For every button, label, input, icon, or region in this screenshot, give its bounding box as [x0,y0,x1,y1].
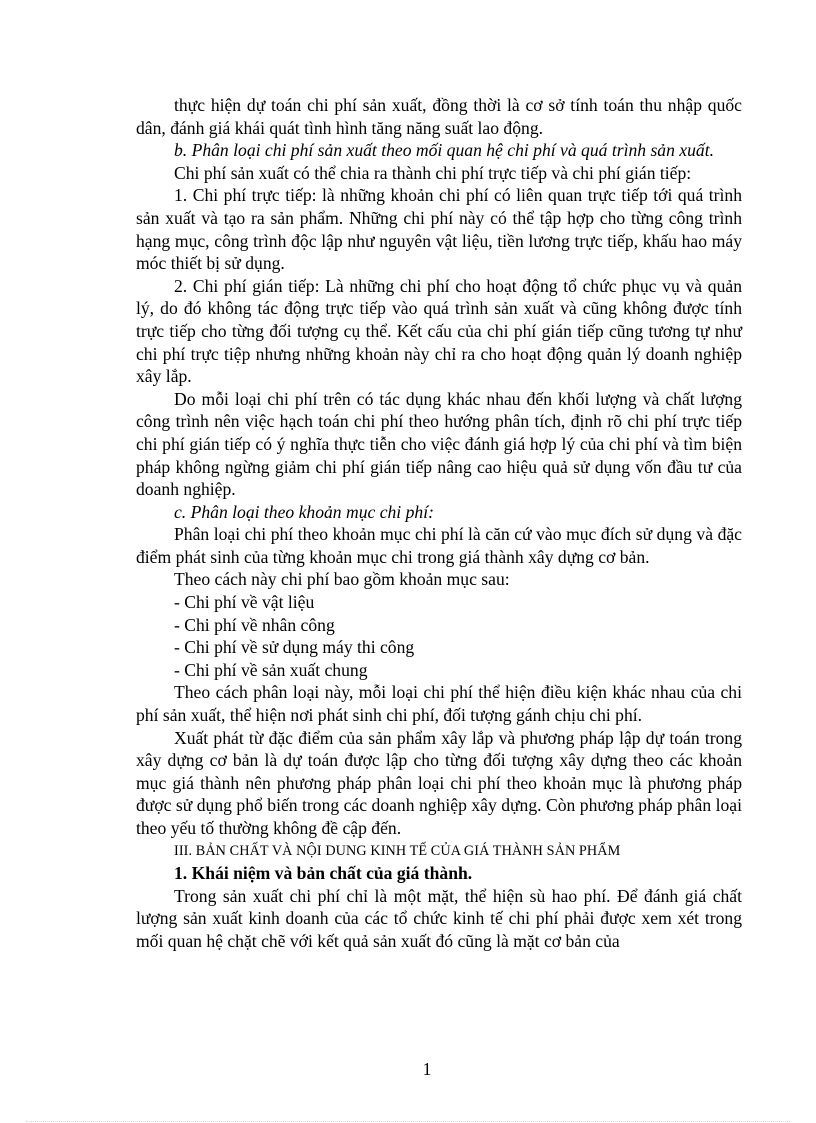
list-item: - Chi phí về sử dụng máy thi công [174,637,415,658]
paragraph: Theo cách phân loại này, mỗi loại chi phí thể hiện điều kiện khác nhau của chi phí sản xuất, thể hiện nơi phát sinh chi phí, đối tượng gánh chịu chi phí. [136,682,742,726]
paragraph: Phân loại chi phí theo khoản mục chi phí là căn cứ vào mục đích sử dụng và đặc điểm phát sinh của từng khoản mục chi trong giá thành xây dựng cơ bản. [136,524,742,567]
paragraph: Xuất phát từ đặc điểm của sản phẩm xây lắp và phương pháp lập dự toán trong xây dựng cơ bản là dự toán được lập cho từng đối tượng xây dựng theo các khoản mục giá thành nên phương pháp phân loại chi phí theo khoản mục là phương pháp được sử dụng phổ biến trong các doanh nghiệp xây dựng. Còn phương pháp phân loại theo yếu tố thường không đề cập đến. [136,727,742,838]
paragraph: 2. Chi phí gián tiếp: Là những chi phí cho hoạt động tổ chức phục vụ và quản lý, do đó không tác động trực tiếp vào quá trình sản xuất và cũng không được tính trực tiếp cho từng đối tượng cụ thể. Kết cấu của chi phí gián tiếp cũng tương tự như chi phí trực tiệp nhưng những khoản này chỉ ra cho hoạt động quản lý doanh nghiệp xây lắp. [136,275,742,387]
paragraph: Do mỗi loại chi phí trên có tác dụng khác nhau đến khối lượng và chất lượng công trình nên việc hạch toán chi phí theo hướng phân tích, định rõ chi phí trực tiếp chi phí gián tiếp có ý nghĩa thực tiễn cho việc đánh giá hợp lý của chi phí và tìm biện pháp không ngừng giảm chi phí gián tiếp nâng cao hiệu quả sử dụng vốn đầu tư của doanh nghiệp. [136,388,742,500]
document-body [136,94,742,953]
section-heading: III. BẢN CHẤT VÀ NỘI DUNG KINH TẾ CỦA GIÁ THÀNH SẢN PHẨM [174,842,621,859]
list-item: - Chi phí về vật liệu [174,592,315,613]
paragraph: Theo cách này chi phí bao gồm khoản mục sau: [174,569,510,590]
subsection-heading-1: 1. Khái niệm và bản chất của giá thành. [174,863,473,884]
subsection-heading-b: b. Phân loại chi phí sản xuất theo mối quan hệ chi phí và quá trình sản xuất. [174,140,714,161]
list-item: - Chi phí về sản xuất chung [174,659,368,680]
paragraph: 1. Chi phí trực tiếp: là những khoản chi phí có liên quan trực tiếp tới quá trình sản xuất và tạo ra sản phẩm. Những chi phí này có thể tập hợp cho từng công trình hạng mục, công trình độc lập như nguyên vật liệu, tiền lương trực tiếp, khấu hao máy móc thiết bị sử dụng. [136,185,742,274]
paragraph: thực hiện dự toán chi phí sản xuất, đồng thời là cơ sở tính toán thu nhập quốc dân, đánh giá khái quát tình hình tăng năng suất lao động. [136,95,742,138]
paragraph: Chi phí sản xuất có thể chia ra thành chi phí trực tiếp và chi phí gián tiếp: [174,162,692,183]
page-bottom-divider [26,1121,790,1122]
paragraph: Trong sản xuất chi phí chỉ là một mặt, thể hiện sù hao phí. Để đánh giá chất lượng sản xuất kinh doanh của các tổ chức kinh tế chi phí phải được xem xét trong mối quan hệ chặt chẽ với kết quả sản xuất đó cũng là mặt cơ bản của [136,885,742,951]
subsection-heading-c: c. Phân loại theo khoản mục chi phí: [174,501,434,522]
page-number: 1 [422,1059,432,1079]
list-item: - Chi phí về nhân công [174,614,335,635]
